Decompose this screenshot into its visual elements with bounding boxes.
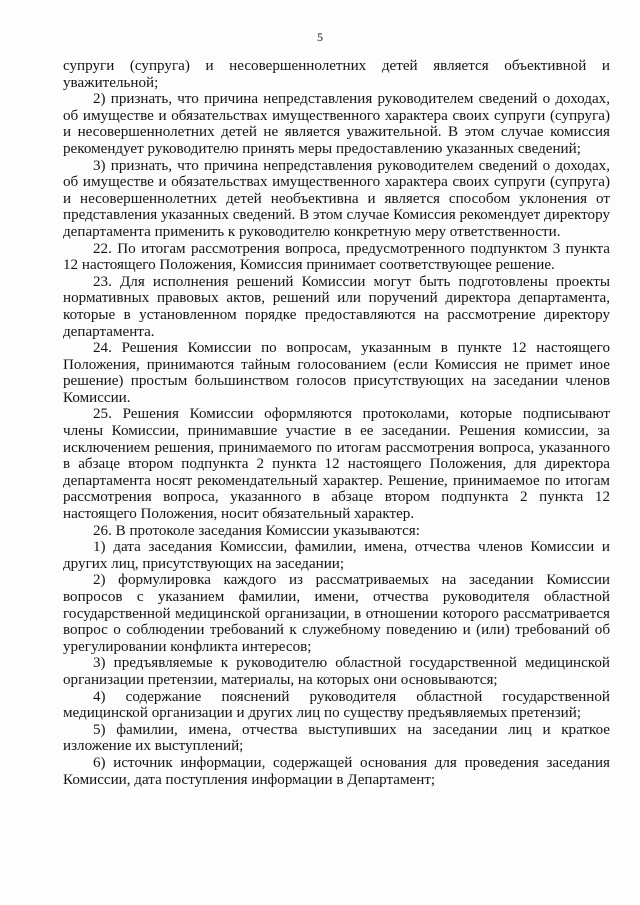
- paragraph: 26. В протоколе заседания Комиссии указываются:: [93, 522, 420, 539]
- paragraph: 3) признать, что причина непредставления руководителем сведений о доходах, об имуществе и обязательствах имущественного характера своих супруги (супруга) и несовершеннолетних детей необъективна и является способом уклонения от представления указанных сведений. В этом случае Комиссия рекомендует директору департамента применить к руководителю конкретную меру ответственности.: [63, 157, 610, 240]
- paragraph: 6) источник информации, содержащей основания для проведения заседания Комиссии, дата поступления информации в Департамент;: [63, 754, 610, 788]
- paragraph: 2) признать, что причина непредставления руководителем сведений о доходах, об имуществе и обязательствах имущественного характера своих супруги (супруга) и несовершеннолетних детей не является уважительной. В этом случае комиссия рекомендует руководителю принять меры предоставлению указанных сведений;: [63, 91, 610, 157]
- paragraph: 24. Решения Комиссии по вопросам, указанным в пункте 12 настоящего Положения, принимаются тайным голосованием (если Комиссия не примет иное решение) простым большинством голосов присутствующих на заседании членов Комиссии.: [63, 340, 610, 406]
- paragraph: 23. Для исполнения решений Комиссии могут быть подготовлены проекты нормативных правовых актов, решений или поручений директора департамента, которые в установленном порядке предоставляются на рассмотрение директору департамента.: [63, 273, 610, 340]
- paragraph: 3) предъявляемые к руководителю областной государственной медицинской организации претензии, материалы, на которых они основываются;: [63, 655, 610, 688]
- paragraph: 4) содержание пояснений руководителя областной государственной медицинской организации и других лиц по существу предъявляемых претензий;: [63, 688, 610, 722]
- paragraph: 22. По итогам рассмотрения вопроса, предусмотренного подпунктом 3 пункта 12 настоящего Положения, Комиссия принимает соответствующее решение.: [63, 240, 610, 274]
- document-body: [63, 58, 610, 788]
- paragraph: 1) дата заседания Комиссии, фамилии, имена, отчества членов Комиссии и других лиц, присутствующих на заседании;: [63, 539, 610, 572]
- paragraph: супруги (супруга) и несовершеннолетних детей является объективной и уважительной;: [63, 58, 610, 91]
- paragraph: 2) формулировка каждого из рассматриваемых на заседании Комиссии вопросов с указанием фамилии, имени, отчества руководителя областной государственной медицинской организации, в отношении которого рассматривается вопрос о соблюдении требований к служебному поведению и (или) требований об урегулировании конфликта интересов;: [63, 572, 610, 655]
- paragraph: 25. Решения Комиссии оформляются протоколами, которые подписывают члены Комиссии, принимавшие участие в ее заседании. Решения комиссии, за исключением решения, принимаемого по итогам рассмотрения вопроса, указанного в абзаце втором подпункта 2 пункта 12 настоящего Положения, для директора департамента носят рекомендательный характер. Решение, принимаемое по итогам рассмотрения вопроса, указанного в абзаце втором подпункта 2 пункта 12 настоящего Положения, носит обязательный характер.: [63, 406, 610, 523]
- page-number: 5: [317, 30, 323, 44]
- paragraph: 5) фамилии, имена, отчества выступивших на заседании лиц и краткое изложение их выступлений;: [63, 721, 610, 755]
